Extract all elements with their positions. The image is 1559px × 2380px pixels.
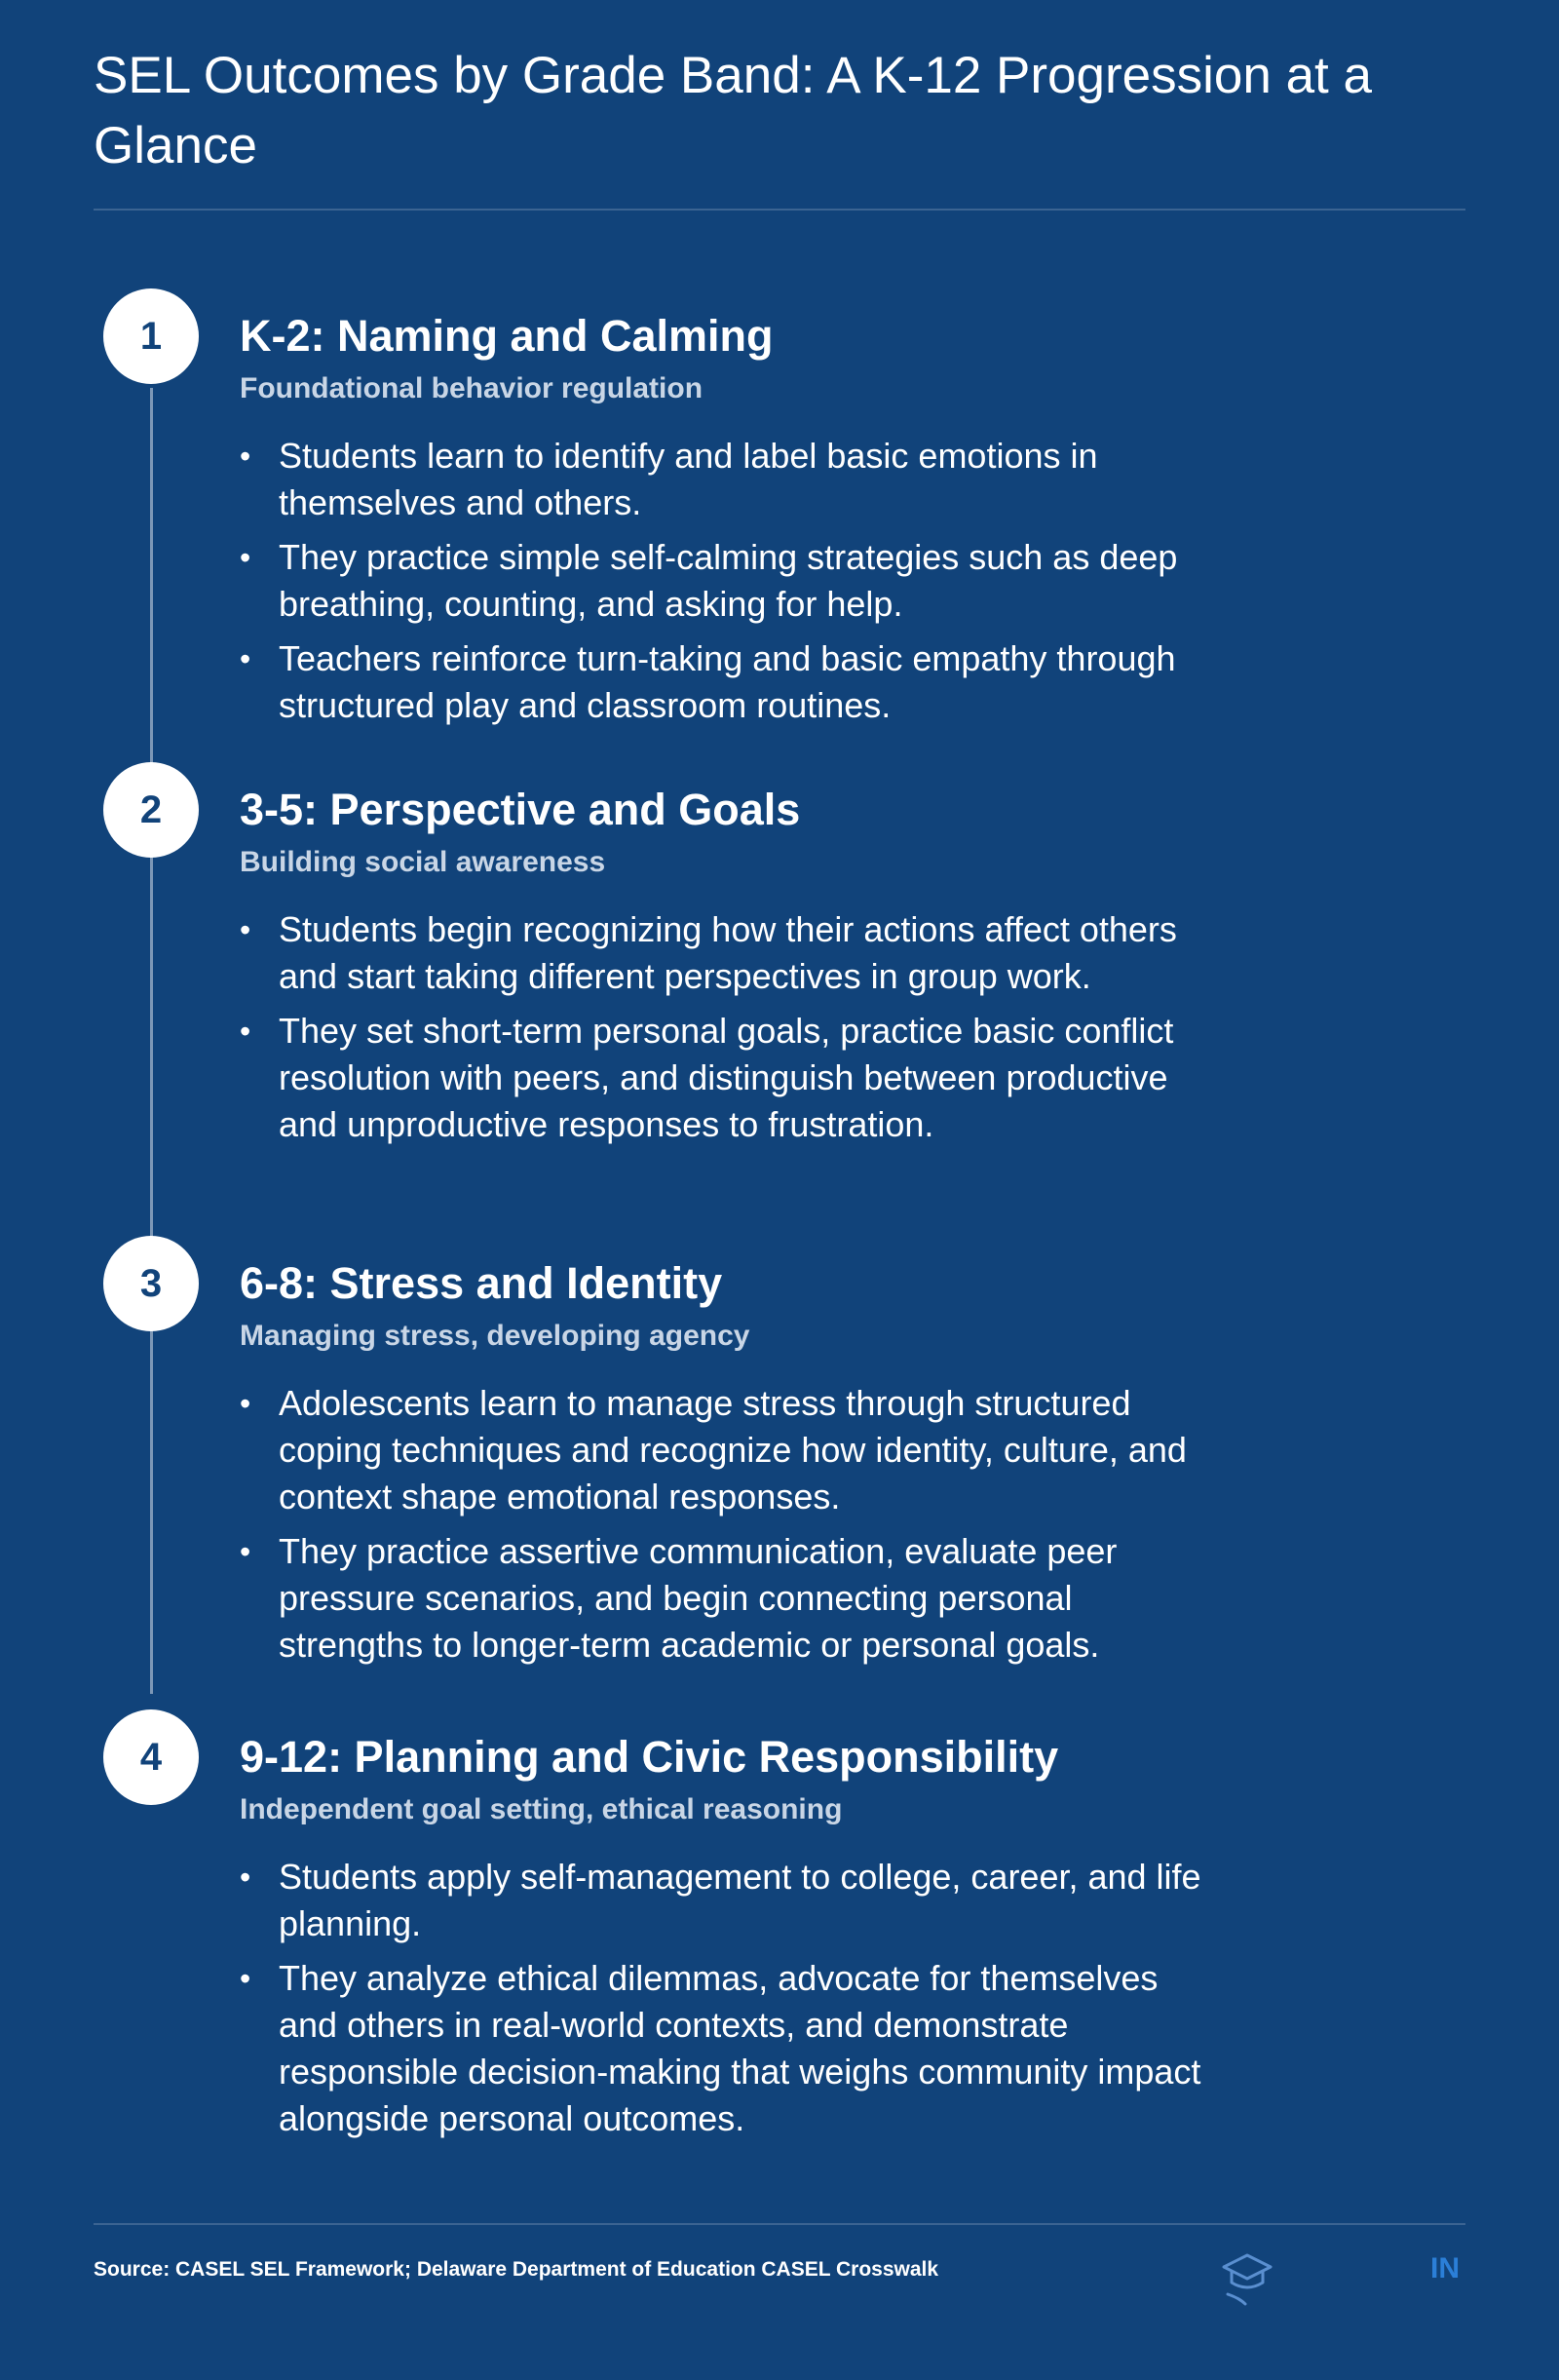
brand-abbreviation: IN bbox=[1430, 2252, 1460, 2284]
bullet-item: • They practice assertive communication, evaluate peer pressure scenarios, and begin connecting personal strengths to longer-term academic or personal goals. bbox=[240, 1528, 1214, 1669]
stage-title: 6-8: Stress and Identity bbox=[240, 1258, 723, 1308]
bullet-item: • Students learn to identify and label basic emotions in themselves and others. bbox=[240, 433, 1214, 526]
bullet-item: • Students begin recognizing how their actions affect others and start taking different perspectives in group work. bbox=[240, 906, 1214, 1000]
stage-number-marker: 3 bbox=[103, 1236, 199, 1331]
stage-subtitle: Foundational behavior regulation bbox=[240, 372, 703, 404]
header-divider bbox=[94, 209, 1465, 211]
stage-subtitle: Building social awareness bbox=[240, 846, 606, 878]
page-title: SEL Outcomes by Grade Band: A K-12 Progression at a Glance bbox=[94, 47, 1372, 174]
bullet-item: • Adolescents learn to manage stress through structured coping techniques and recognize how identity, culture, and context shape emotional responses. bbox=[240, 1380, 1214, 1520]
graduation-cap-icon bbox=[1220, 2247, 1274, 2306]
timeline-line bbox=[150, 388, 153, 1694]
stage-bullet-list bbox=[240, 433, 1214, 737]
bullet-item: • They practice simple self-calming strategies such as deep breathing, counting, and asking for help. bbox=[240, 534, 1214, 628]
stage-title: 9-12: Planning and Civic Responsibility bbox=[240, 1732, 1059, 1782]
stage-bullet-list bbox=[240, 1380, 1214, 1676]
bullet-item: • Students apply self-management to college, career, and life planning. bbox=[240, 1854, 1214, 1947]
stage-title: 3-5: Perspective and Goals bbox=[240, 785, 801, 834]
bullet-item: • They set short-term personal goals, practice basic conflict resolution with peers, and distinguish between productive and unproductive responses to frustration. bbox=[240, 1008, 1214, 1148]
stage-subtitle: Independent goal setting, ethical reasoning bbox=[240, 1793, 843, 1825]
stage-number-marker: 1 bbox=[103, 288, 199, 384]
stage-bullet-list bbox=[240, 906, 1214, 1156]
bullet-item: • They analyze ethical dilemmas, advocate for themselves and others in real-world contexts, and demonstrate responsible decision-making that weighs community impact alongside personal outcomes. bbox=[240, 1955, 1214, 2142]
bullet-item: • Teachers reinforce turn-taking and basic empathy through structured play and classroom routines. bbox=[240, 635, 1214, 729]
source-note: Source: CASEL SEL Framework; Delaware Department of Education CASEL Crosswalk bbox=[94, 2258, 939, 2281]
stage-bullet-list bbox=[240, 1854, 1214, 2150]
footer-divider bbox=[94, 2223, 1465, 2225]
stage-title: K-2: Naming and Calming bbox=[240, 311, 774, 361]
stage-subtitle: Managing stress, developing agency bbox=[240, 1320, 750, 1352]
stage-number-marker: 2 bbox=[103, 762, 199, 858]
stage-number-marker: 4 bbox=[103, 1709, 199, 1805]
